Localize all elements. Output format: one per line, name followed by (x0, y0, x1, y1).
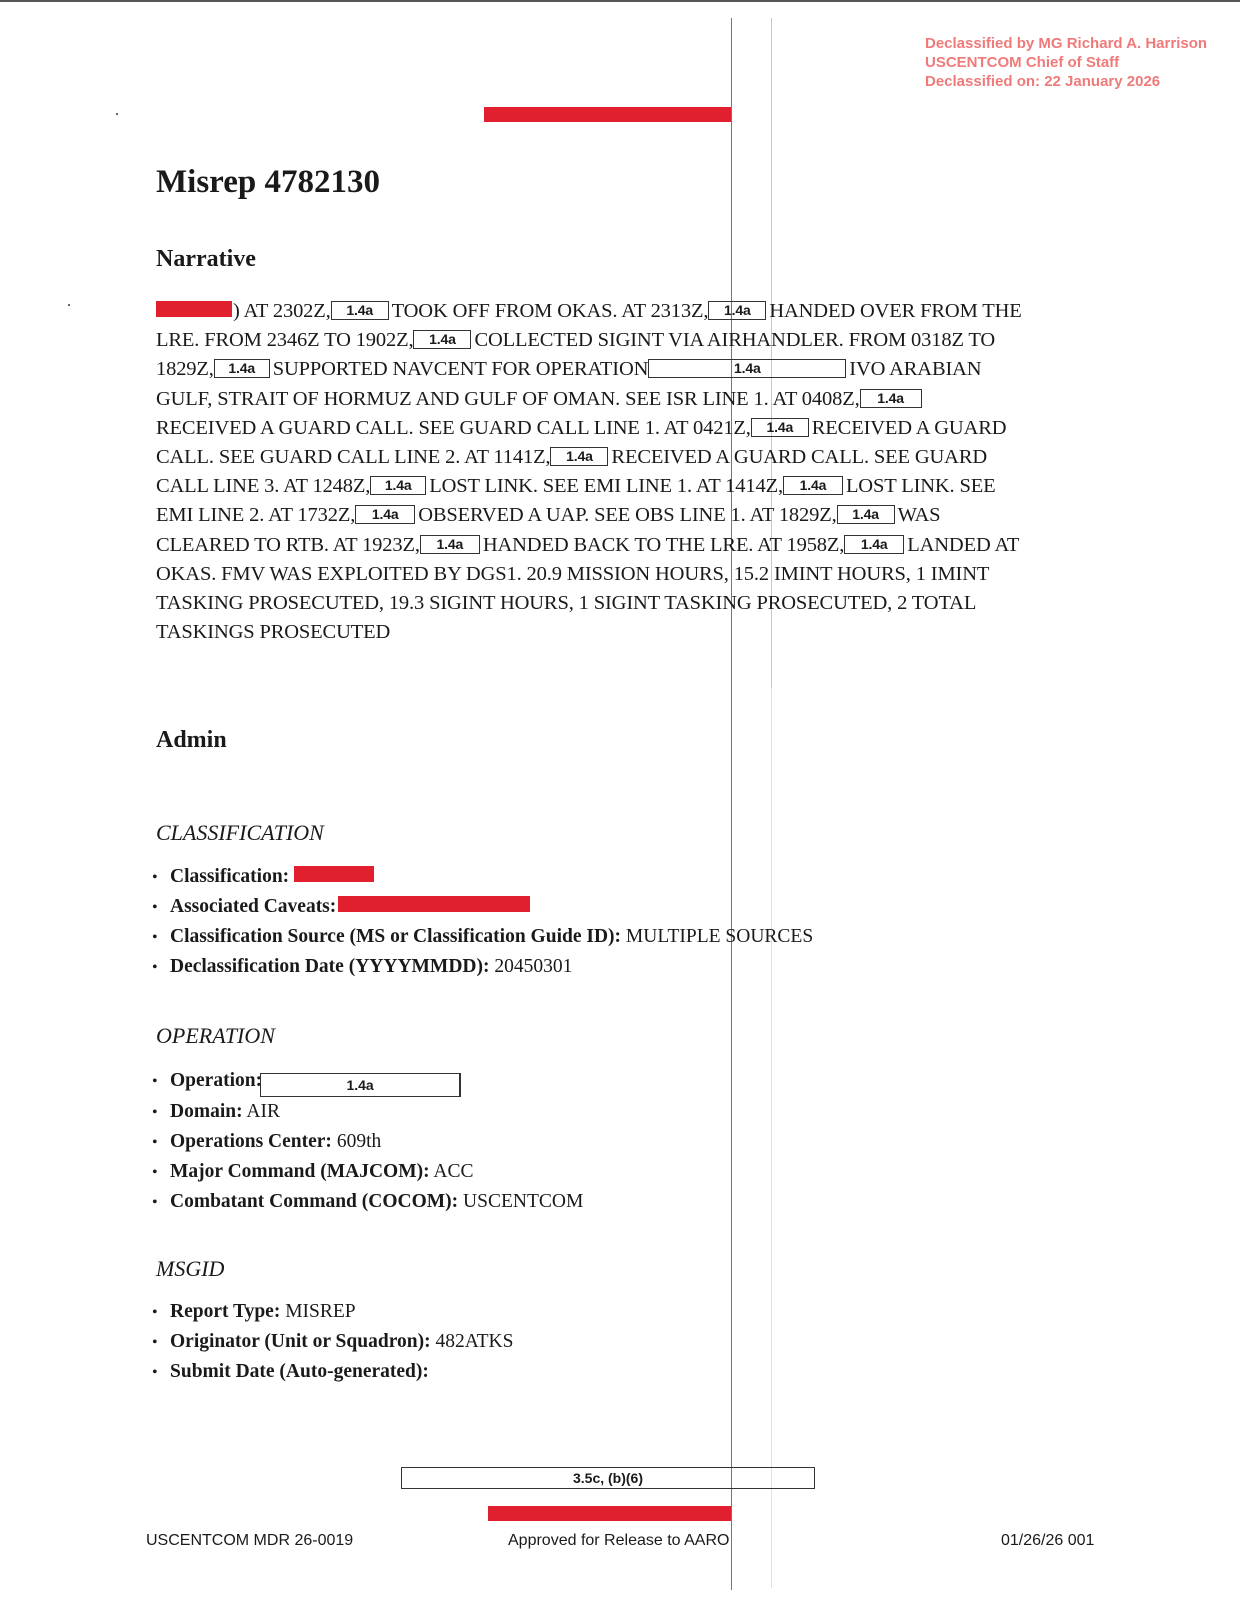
redaction-box: 1.4a (331, 301, 389, 320)
operation-list (152, 1066, 583, 1217)
field-label: Combatant Command (COCOM): (170, 1191, 459, 1212)
redaction-mark (156, 301, 232, 317)
redaction-box: 1.4a (648, 359, 846, 378)
narrative-text (156, 297, 1066, 647)
list-item (152, 1357, 513, 1387)
field-label: Domain: (170, 1101, 243, 1122)
redaction-box: 1.4a (370, 476, 426, 495)
field-value: MISREP (285, 1301, 356, 1322)
redaction-bar (484, 107, 731, 122)
redaction-box: 1.4a (783, 476, 843, 495)
classification-heading: CLASSIFICATION (156, 820, 324, 845)
redaction-box: 1.4a (844, 535, 904, 554)
field-label: Major Command (MAJCOM): (170, 1161, 430, 1182)
narrative-line: OKAS. FMV WAS EXPLOITED BY DGS1. 20.9 MISSION HOURS, 15.2 IMINT HOURS, 1 IMINT (156, 562, 990, 585)
field-label: Originator (Unit or Squadron): (170, 1331, 431, 1352)
operation-heading: OPERATION (156, 1023, 275, 1048)
stamp-line: Declassified by MG Richard A. Harrison (925, 35, 1208, 52)
narrative-segment: LANDED AT (907, 533, 1020, 556)
list-item (152, 892, 813, 922)
narrative-segment: CLEARED TO RTB. AT 1923Z, (156, 533, 420, 556)
page-top-border (0, 0, 1240, 2)
list-item (152, 1066, 583, 1097)
field-label: Operation: (170, 1070, 263, 1091)
narrative-segment: RECEIVED A GUARD (811, 416, 1007, 439)
redaction-bar (488, 1506, 731, 1521)
narrative-line (156, 531, 1066, 560)
narrative-segment: LOST LINK. SEE (845, 475, 996, 498)
narrative-segment: OBSERVED A UAP. SEE OBS LINE 1. AT 1829Z, (418, 504, 837, 527)
narrative-line (156, 472, 1066, 501)
narrative-segment: HANDED OVER FROM THE (769, 300, 1022, 322)
narrative-segment: 1829Z, (156, 358, 214, 381)
list-item (152, 1187, 583, 1217)
narrative-segment: GULF, STRAIT OF HORMUZ AND GULF OF OMAN. SEE ISR LINE 1. AT 0408Z, (156, 387, 860, 410)
narrative-segment: LOST LINK. SEE EMI LINE 1. AT 1414Z, (429, 475, 783, 498)
redaction-mark (294, 866, 374, 882)
redaction-box: 1.4a (550, 447, 608, 466)
field-label: Associated Caveats: (170, 896, 337, 917)
narrative-line (156, 501, 1066, 530)
redaction-mark (338, 896, 530, 912)
stamp-line: USCENTCOM Chief of Staff (925, 54, 1120, 71)
field-label: Classification Source (MS or Classification Guide ID): (170, 926, 622, 947)
narrative-line (156, 443, 1066, 472)
narrative-segment: RECEIVED A GUARD CALL. SEE GUARD CALL LINE 1. AT 0421Z, (156, 416, 751, 439)
scan-fold-line (731, 18, 732, 1590)
list-item (152, 1127, 583, 1157)
scan-speck (68, 304, 70, 306)
narrative-segment: LRE. FROM 2346Z TO 1902Z, (156, 329, 414, 352)
narrative-segment: CALL. SEE GUARD CALL LINE 2. AT 1141Z, (156, 445, 551, 468)
scan-fold-line (771, 688, 772, 1588)
document-title: Misrep 4782130 (156, 164, 380, 200)
redaction-box: 1.4a (214, 359, 270, 378)
stamp-line: Declassified on: 22 January 2026 (925, 73, 1161, 90)
redaction-box: 1.4a (751, 418, 809, 437)
narrative-line: TASKINGS PROSECUTED (156, 621, 391, 644)
list-item (152, 862, 813, 892)
list-item (152, 1297, 513, 1327)
field-value: 609th (336, 1131, 382, 1152)
narrative-segment: ) AT 2302Z, (233, 300, 331, 322)
field-value: 20450301 (494, 956, 573, 977)
narrative-segment: TOOK OFF FROM OKAS. AT 2313Z, (391, 300, 709, 322)
scan-speck (116, 113, 118, 115)
msgid-list (152, 1297, 513, 1387)
narrative-line (156, 355, 1066, 384)
footer-release-note: Approved for Release to AARO (508, 1532, 730, 1549)
narrative-segment: SUPPORTED NAVCENT FOR OPERATION (272, 358, 649, 381)
redaction-box: 1.4a (260, 1073, 461, 1097)
narrative-segment: WAS (897, 504, 941, 527)
narrative-segment: RECEIVED A GUARD CALL. SEE GUARD (611, 445, 988, 468)
redaction-box: 1.4a (420, 535, 480, 554)
field-label: Submit Date (Auto-generated): (170, 1361, 429, 1382)
msgid-heading: MSGID (156, 1256, 225, 1281)
narrative-line: TASKING PROSECUTED, 19.3 SIGINT HOURS, 1 SIGINT TASKING PROSECUTED, 2 TOTAL (156, 591, 977, 614)
narrative-segment: EMI LINE 2. AT 1732Z, (156, 504, 356, 527)
narrative-line (156, 385, 1066, 414)
field-value: AIR (246, 1101, 280, 1122)
narrative-line (156, 414, 1066, 443)
footer-case-number: USCENTCOM MDR 26-0019 (146, 1532, 354, 1549)
narrative-heading: Narrative (156, 246, 256, 272)
field-value: USCENTCOM (463, 1191, 584, 1212)
field-label: Declassification Date (YYYYMMDD): (170, 956, 490, 977)
narrative-segment: CALL LINE 3. AT 1248Z, (156, 475, 371, 498)
redaction-box: 1.4a (860, 389, 922, 408)
footer-page-id: 01/26/26 001 (1001, 1532, 1095, 1549)
list-item (152, 952, 813, 982)
redaction-box: 1.4a (837, 505, 895, 524)
narrative-segment: HANDED BACK TO THE LRE. AT 1958Z, (482, 533, 845, 556)
redaction-box: 1.4a (708, 301, 766, 320)
list-item (152, 922, 813, 952)
field-value: 482ATKS (435, 1331, 514, 1352)
list-item (152, 1327, 513, 1357)
narrative-segment: COLLECTED SIGINT VIA AIRHANDLER. FROM 0318Z TO (474, 329, 996, 352)
exemption-box: 3.5c, (b)(6) (401, 1467, 815, 1489)
redaction-box: 1.4a (413, 330, 471, 349)
admin-heading: Admin (156, 727, 227, 753)
declassification-stamp (925, 34, 1207, 91)
field-label: Classification: (170, 866, 290, 887)
list-item (152, 1097, 583, 1127)
redaction-box: 1.4a (355, 505, 415, 524)
field-value: ACC (433, 1161, 474, 1182)
narrative-line (156, 326, 1066, 355)
field-value: MULTIPLE SOURCES (625, 926, 814, 947)
field-label: Report Type: (170, 1301, 281, 1322)
classification-list (152, 862, 813, 982)
narrative-segment: IVO ARABIAN (849, 358, 982, 381)
narrative-line (156, 297, 1066, 326)
field-label: Operations Center: (170, 1131, 332, 1152)
list-item (152, 1157, 583, 1187)
